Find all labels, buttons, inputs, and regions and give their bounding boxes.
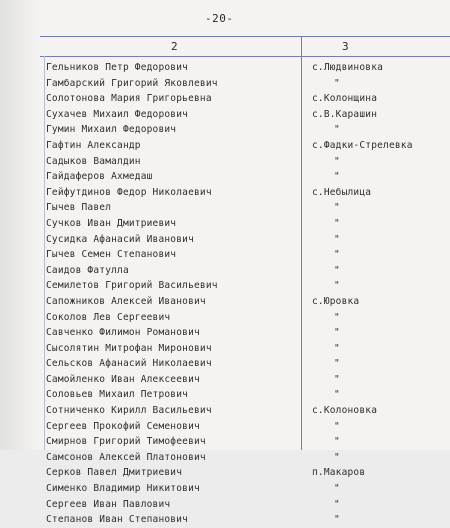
table-row — [0, 263, 450, 279]
person-name: Саидов Фатулла — [46, 264, 129, 276]
table-row — [0, 465, 450, 481]
person-name: Гейфутдинов Федор Николаевич — [46, 186, 212, 198]
table-top-rule — [40, 36, 450, 37]
table-row — [0, 341, 450, 357]
place-name: " — [334, 436, 340, 448]
person-name: Соловьев Михаил Петрович — [46, 389, 189, 401]
place-name: " — [334, 155, 340, 167]
person-name: Сысолятин Митрофан Миронович — [46, 342, 212, 354]
place-name: " — [334, 389, 340, 401]
table-row — [0, 310, 450, 326]
table-row — [0, 387, 450, 403]
table-row — [0, 278, 450, 294]
person-name: Гычев Семен Степанович — [46, 249, 177, 261]
place-name: " — [334, 420, 340, 432]
place-name: " — [334, 249, 340, 261]
place-name: с.Людвиновка — [312, 62, 384, 73]
table-row — [0, 232, 450, 248]
place-name: " — [334, 498, 340, 510]
table-row — [0, 294, 450, 310]
table-row — [0, 247, 450, 263]
person-name: Гычев Павел — [46, 202, 112, 214]
table-row — [0, 216, 450, 232]
table-row — [0, 325, 450, 341]
person-name: Самсонов Алексей Платонович — [46, 451, 206, 463]
place-name: " — [334, 264, 340, 276]
place-name: " — [334, 358, 340, 370]
place-name: " — [334, 77, 340, 89]
table-row — [0, 372, 450, 388]
place-name: " — [334, 124, 340, 136]
person-name: Сусидка Афанасий Иванович — [46, 233, 194, 245]
person-name: Степанов Иван Степанович — [46, 514, 189, 526]
table-row — [0, 107, 450, 123]
column-header-2: 2 — [171, 40, 178, 53]
place-name: " — [334, 483, 340, 495]
place-name: " — [334, 373, 340, 385]
person-name: Семилетов Григорий Васильевич — [46, 280, 218, 292]
person-name: Сапожников Алексей Иванович — [46, 295, 206, 307]
table-row — [0, 434, 450, 450]
person-name: Гамбарский Григорий Яковлевич — [46, 77, 218, 89]
table-row — [0, 122, 450, 138]
table-row — [0, 450, 450, 466]
table-row — [0, 481, 450, 497]
table-row — [0, 512, 450, 528]
place-name: с.Небылица — [312, 186, 372, 198]
page-number: -20- — [205, 12, 234, 25]
place-name: " — [334, 202, 340, 214]
place-name: " — [334, 217, 340, 229]
table-row — [0, 76, 450, 92]
person-name: Сименко Владимир Никитович — [46, 483, 200, 495]
person-name: Савченко Филимон Романович — [46, 327, 200, 339]
name-list — [0, 60, 450, 528]
place-name: с.Колоновка — [312, 405, 378, 417]
place-name: " — [334, 327, 340, 339]
table-row — [0, 91, 450, 107]
table-row — [0, 497, 450, 513]
table-row — [0, 403, 450, 419]
place-name: с.Колонщина — [312, 93, 378, 105]
person-name: Гайдаферов Ахмедаш — [46, 171, 153, 183]
table-row — [0, 200, 450, 216]
person-name: Гафтин Александр — [46, 139, 141, 151]
person-name: Сотниченко Кирилл Васильевич — [46, 405, 212, 417]
person-name: Садыков Вамалдин — [46, 155, 141, 167]
person-name: Самойленко Иван Алексеевич — [46, 373, 200, 385]
person-name: Сергеев Иван Павлович — [46, 498, 171, 510]
place-name: " — [334, 233, 340, 245]
table-row — [0, 185, 450, 201]
table-row — [0, 60, 450, 76]
person-name: Сельсков Афанасий Николаевич — [46, 358, 212, 370]
person-name: Солотонова Мария Григорьевна — [46, 93, 212, 105]
table-row — [0, 419, 450, 435]
place-name: с.Юровка — [312, 295, 360, 307]
place-name: " — [334, 171, 340, 183]
person-name: Гумин Михаил Федорович — [46, 124, 177, 136]
place-name: " — [334, 311, 340, 323]
person-name: Гельников Петр Федорович — [46, 62, 189, 73]
table-row — [0, 169, 450, 185]
column-header-3: 3 — [342, 40, 349, 53]
person-name: Сухачев Михаил Федорович — [46, 108, 189, 120]
table-row — [0, 138, 450, 154]
table-header-rule — [40, 56, 450, 57]
table-row — [0, 154, 450, 170]
person-name: Серков Павел Дмитриевич — [46, 467, 183, 479]
place-name: п.Макаров — [312, 467, 366, 479]
place-name: " — [334, 514, 340, 526]
place-name: с.Фадки-Стрелевка — [312, 139, 413, 151]
place-name: с.В.Карашин — [312, 108, 378, 120]
person-name: Сучков Иван Дмитриевич — [46, 217, 177, 229]
place-name: " — [334, 342, 340, 354]
place-name: " — [334, 280, 340, 292]
table-row — [0, 356, 450, 372]
place-name: " — [334, 451, 340, 463]
person-name: Смирнов Григорий Тимофеевич — [46, 436, 206, 448]
person-name: Соколов Лев Сергеевич — [46, 311, 171, 323]
person-name: Сергеев Прокофий Семенович — [46, 420, 200, 432]
